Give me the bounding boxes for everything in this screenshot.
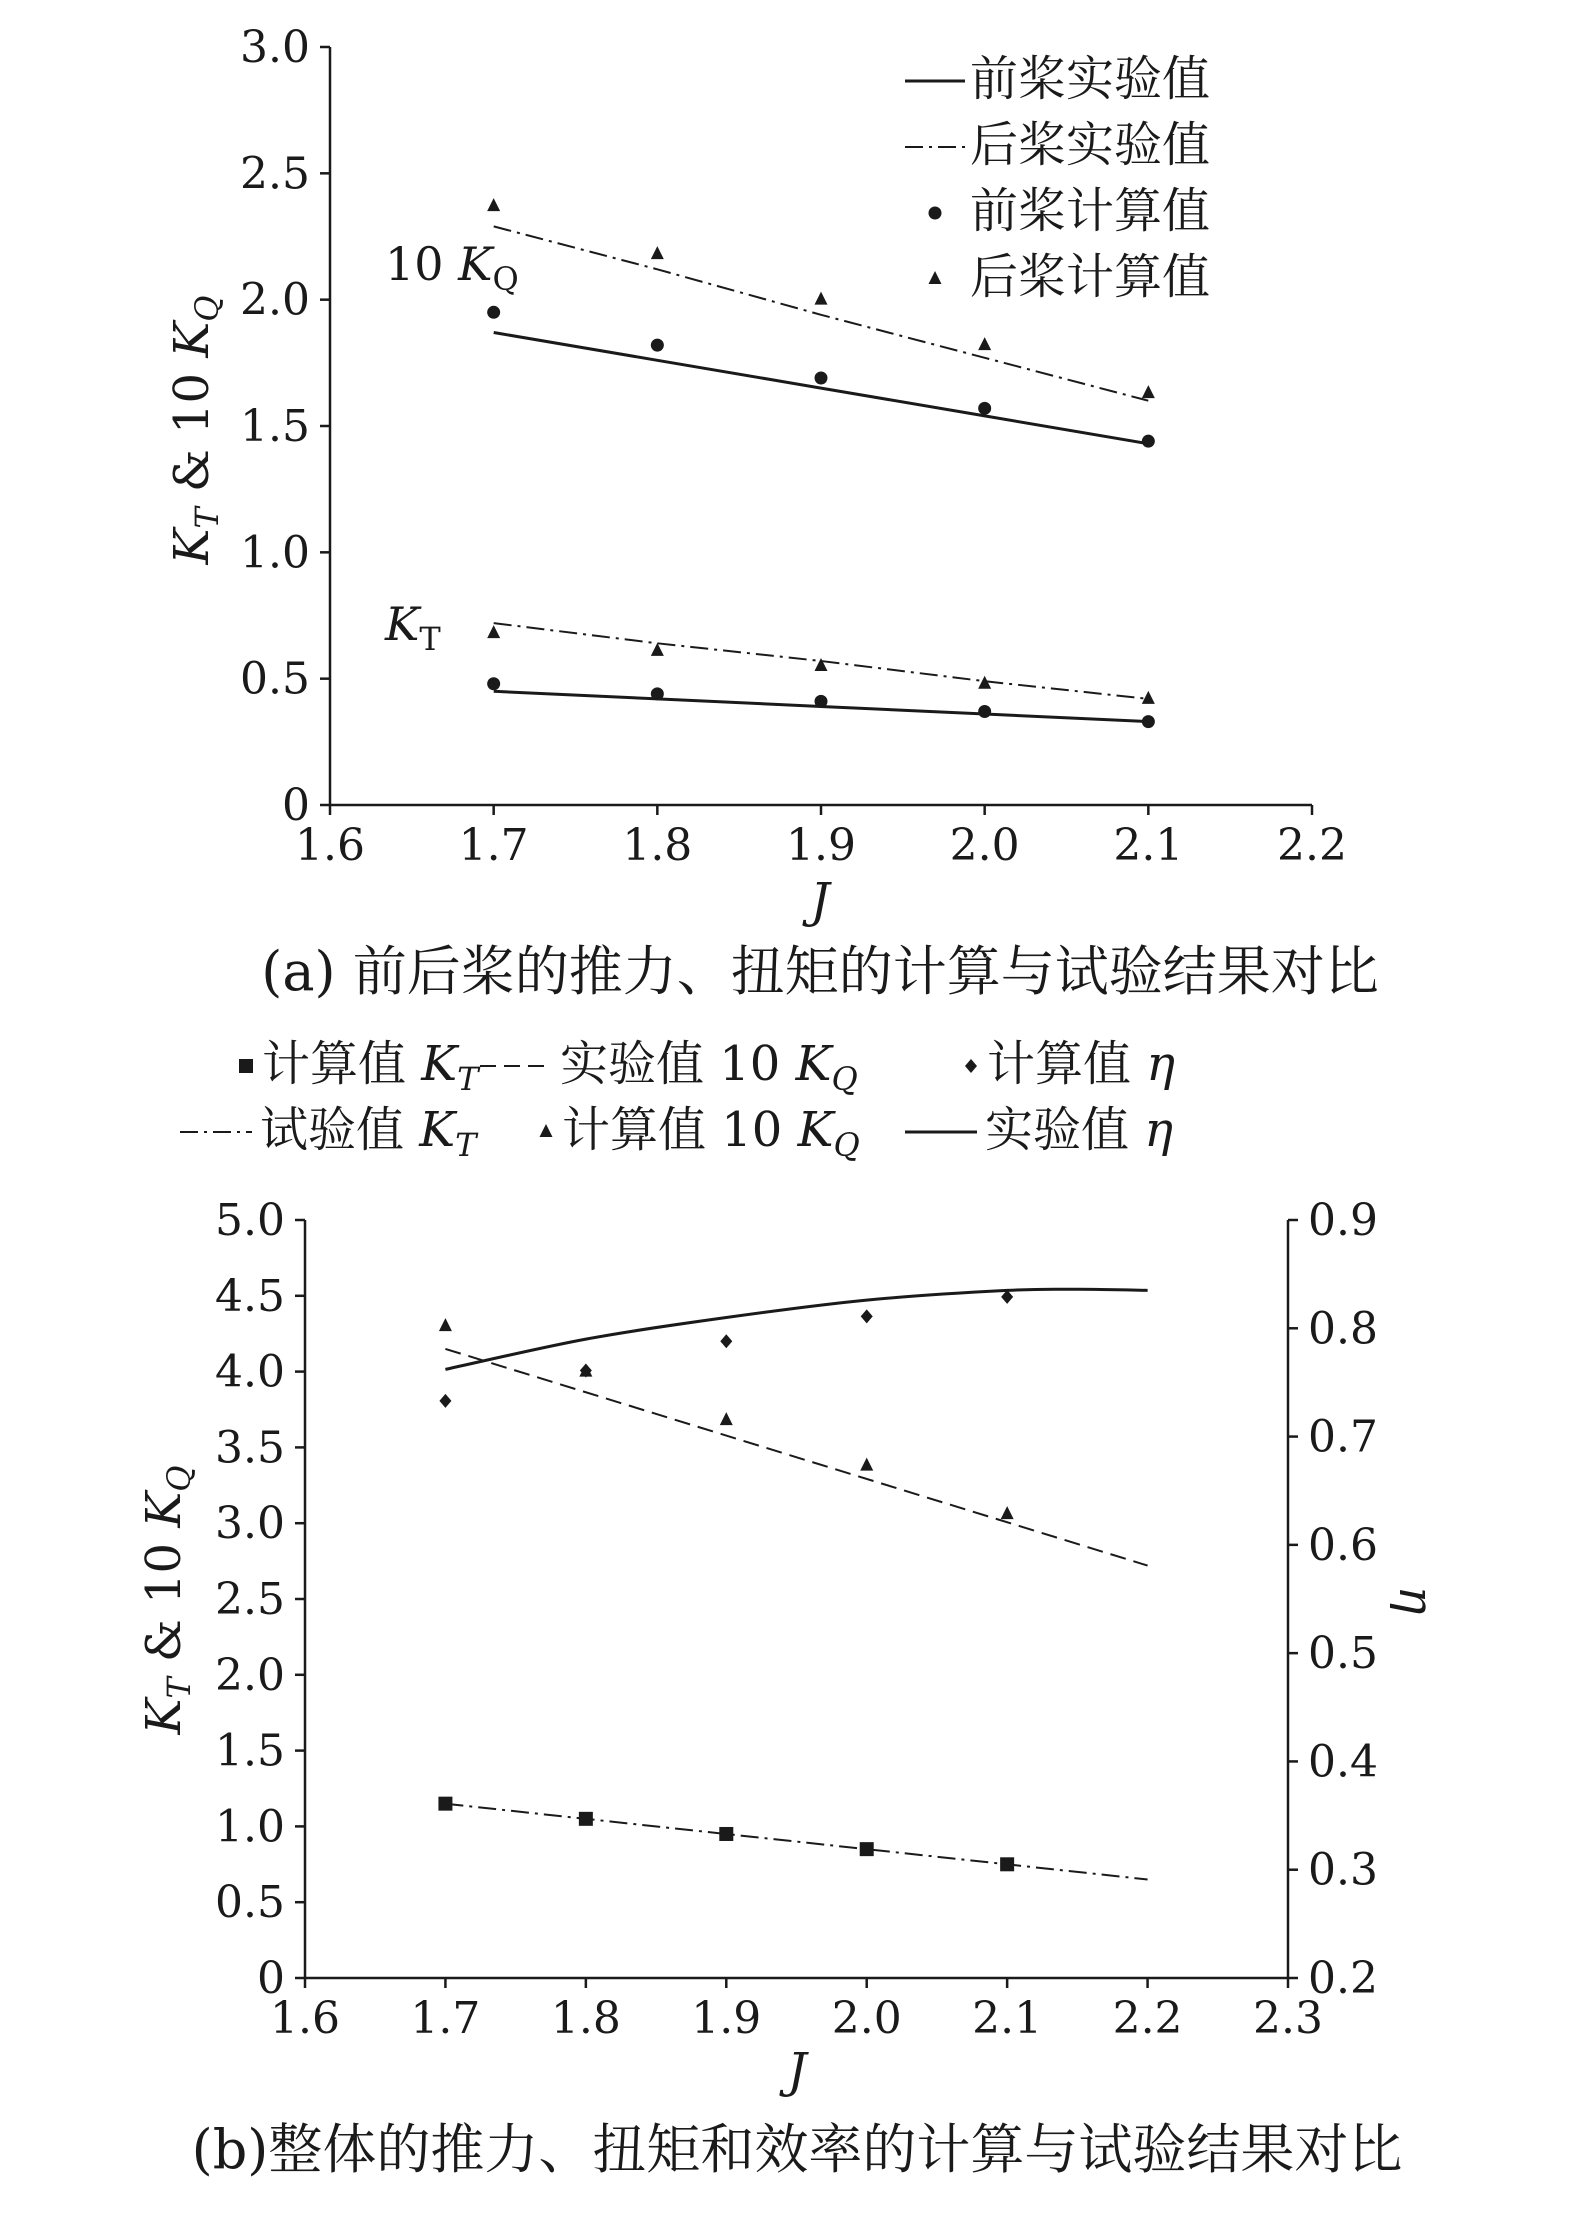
chart-b-y-tick-label: 4.0 [215,1346,285,1398]
chart-a-y-tick-label: 1.5 [240,401,310,452]
chart-a-data-point [651,339,664,352]
chart-b-legend-label [987,1036,1175,1092]
chart-b-x-tick-label: 1.9 [691,1993,762,2044]
chart-a-y-tick-label: 0 [282,780,310,831]
chart-b-y-tick-label: 3.5 [215,1422,285,1474]
chart-b-y-tick-label: 2.0 [215,1649,285,1701]
chart-b-legend-label [260,1102,479,1164]
chart-b-series-line [445,1349,1147,1566]
chart-a-annotation-10kq [385,237,519,298]
chart-b-y2-axis-title: η [1388,1585,1444,1615]
chart-a-legend-marker [929,271,942,284]
chart-a-data-point [978,402,991,415]
chart-a-data-point [487,306,500,319]
chart-b-x-axis-title: J [787,2043,807,2099]
chart-a-data-point [815,658,828,671]
chart-a-y-tick-label: 2.0 [240,274,310,326]
chart-b-data-point [860,1458,873,1471]
chart-b-y2-tick-label: 0.2 [1308,1953,1378,2004]
chart-a-data-point [651,246,664,259]
chart-a-data-point [487,677,500,690]
chart-b-legend-marker [540,1124,553,1137]
chart-a-data-point [487,198,500,211]
chart-a-legend-label: 后桨实验值 [970,117,1211,173]
chart-b-y2-tick-label: 0.5 [1308,1628,1378,1680]
chart-b-legend [180,1036,1175,1164]
label-part: 10 [385,237,459,291]
chart-a-legend-label: 前桨实验值 [970,51,1211,107]
chart-b-legend-label [985,1102,1173,1158]
chart-b-caption: (b)整体的推力、扭矩和效率的计算与试验结果对比 [191,2118,1403,2181]
chart-b-data-point [1001,1506,1014,1519]
label-part: K [385,597,420,651]
chart-b-x-tick-label: 2.2 [1112,1993,1183,2044]
chart-a [164,22,1379,1003]
chart-a-x-tick-label: 2.1 [1113,820,1184,871]
chart-a-data-point [487,625,500,638]
chart-a-data-point [815,371,828,384]
label-part: η [1146,1036,1176,1092]
chart-a-legend-label: 前桨计算值 [970,183,1211,239]
chart-b-axes [305,1220,1288,1978]
chart-a-x-axis-title: J [810,873,830,929]
label-part: 实验值 [985,1102,1145,1158]
label-part: 计算值 10 [562,1102,798,1158]
label-subscript: Q [188,295,226,322]
chart-a-data-point [651,643,664,656]
chart-b-series-line [445,1804,1147,1880]
chart-b-y-tick-label: 2.5 [215,1574,285,1625]
chart-b-data-point [439,1318,452,1331]
chart-a-x-tick-label: 1.9 [786,820,856,871]
label-subscript: Q [160,1465,198,1492]
chart-a-y-tick-label: 2.5 [240,148,310,200]
label-subscript: Q [492,260,519,298]
chart-b-y2-tick-label: 0.7 [1308,1411,1378,1463]
label-part: η [1144,1102,1174,1158]
chart-a-legend-marker [929,207,942,220]
chart-a-y-tick-label: 3.0 [240,22,310,73]
chart-b-data-point [861,1309,873,1323]
label-subscript: Q [831,1060,858,1098]
chart-b-legend-label [560,1036,858,1098]
label-part: K [421,1036,458,1092]
chart-b-y-tick-label: 4.5 [215,1270,285,1322]
chart-a-x-tick-label: 2.2 [1277,820,1347,871]
chart-b-legend-label [562,1102,860,1164]
label-part: K [419,1102,456,1158]
label-subscript: T [457,1060,479,1098]
chart-b-x-tick-label: 1.8 [550,1993,621,2044]
chart-b-x-tick-label: 2.3 [1253,1993,1323,2044]
chart-b-y2-tick-label: 0.9 [1308,1195,1378,1246]
chart-b-y-tick-label: 1.0 [215,1801,285,1853]
label-subscript: T [160,1677,198,1699]
chart-a-data-point [651,687,664,700]
chart-b-data-point [439,1394,451,1408]
label-part: K [164,321,220,358]
chart-b-y-tick-label: 0 [257,1953,285,2004]
label-subscript: T [188,507,226,529]
chart-a-data-point [978,705,991,718]
label-part: K [164,528,220,565]
chart-a-x-tick-label: 2.0 [949,820,1020,871]
chart-a-y-axis-title [164,296,226,566]
label-part: 试验值 [260,1102,420,1158]
chart-b-x-tick-label: 2.1 [972,1993,1043,2044]
chart-a-y-tick-label: 1.0 [240,527,310,579]
label-part: K [136,1491,192,1528]
label-part: K [795,1036,832,1092]
label-part: & 10 [164,357,220,508]
chart-b-series-line [445,1289,1147,1369]
chart-b-data-point [860,1842,874,1856]
chart-a-series-line [494,333,1149,444]
chart-a-data-point [1142,715,1155,728]
chart-a-data-point [815,695,828,708]
chart-b-y2-tick-label: 0.3 [1308,1844,1378,1896]
label-part: 计算值 [262,1036,422,1092]
chart-b-legend-marker [965,1059,977,1073]
chart-a-caption: (a) 前后桨的推力、扭矩的计算与试验结果对比 [261,940,1379,1003]
chart-a-data-point [978,337,991,350]
chart-b-y-tick-label: 3.0 [215,1498,285,1550]
label-subscript: Q [833,1126,860,1164]
label-part: K [458,237,493,291]
chart-b-x-tick-label: 2.0 [831,1993,902,2044]
label-part: 计算值 [987,1036,1147,1092]
chart-b-y2-tick-label: 0.8 [1308,1303,1378,1355]
chart-a-data-point [1142,385,1155,398]
label-subscript: T [419,620,441,658]
chart-b-y-tick-label: 0.5 [215,1877,285,1929]
chart-a-x-tick-label: 1.6 [295,820,365,871]
chart-b-data-point [720,1334,732,1348]
chart-a-x-tick-label: 1.8 [622,820,693,871]
chart-a-data-point [815,292,828,305]
chart-a-legend-label: 后桨计算值 [970,249,1211,305]
label-subscript: T [455,1126,477,1164]
chart-a-y-tick-label: 0.5 [240,653,310,705]
chart-b-data-point [720,1412,733,1425]
chart-a-legend [905,51,1210,305]
chart-a-x-tick-label: 1.7 [458,820,529,871]
chart-b [136,1036,1444,2181]
chart-b-legend-marker [239,1059,253,1073]
chart-a-data-point [1142,691,1155,704]
chart-b-x-tick-label: 1.6 [270,1993,340,2044]
chart-b-y-tick-label: 5.0 [215,1195,285,1246]
chart-b-y2-tick-label: 0.6 [1308,1519,1378,1571]
chart-b-y-axis-title [136,1466,198,1736]
label-part: K [797,1102,834,1158]
label-part: 实验值 10 [560,1036,796,1092]
chart-a-annotation-kt [384,597,441,658]
label-part: & 10 [136,1527,192,1678]
chart-b-y2-tick-label: 0.4 [1308,1736,1378,1788]
chart-a-data-point [1142,435,1155,448]
label-part: K [136,1698,192,1735]
chart-b-legend-label [262,1036,481,1098]
chart-b-x-tick-label: 1.7 [410,1993,481,2044]
chart-b-y-tick-label: 1.5 [215,1725,285,1777]
